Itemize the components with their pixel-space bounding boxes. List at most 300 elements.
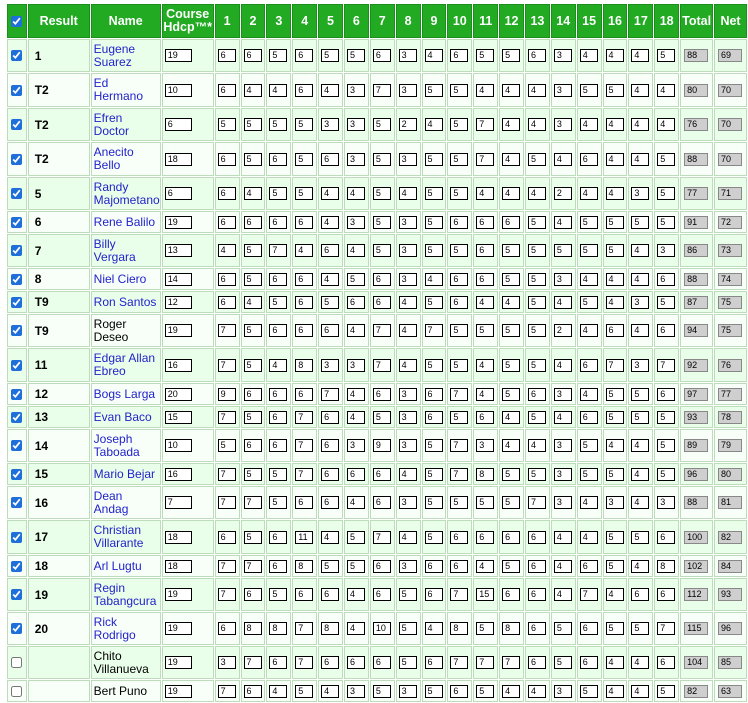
hole-score-input[interactable]: 5 [373, 244, 391, 257]
row-select-checkbox[interactable] [11, 440, 22, 451]
course-hdcp-input[interactable]: 14 [165, 273, 192, 286]
hole-score-input[interactable]: 6 [218, 296, 236, 309]
course-hdcp-input[interactable]: 19 [165, 49, 192, 62]
player-name-link[interactable] [94, 559, 142, 573]
hole-score-input[interactable]: 2 [399, 118, 417, 131]
hole-score-input[interactable]: 8 [244, 622, 262, 635]
course-hdcp-input[interactable]: 6 [165, 118, 192, 131]
hole-score-input[interactable]: 5 [295, 685, 313, 698]
hole-score-input[interactable]: 6 [528, 531, 546, 544]
hole-score-input[interactable]: 4 [554, 411, 572, 424]
hole-score-input[interactable]: 5 [606, 244, 624, 257]
hole-score-input[interactable]: 5 [269, 496, 287, 509]
hole-score-input[interactable]: 6 [269, 560, 287, 573]
hole-score-input[interactable]: 6 [528, 622, 546, 635]
hole-score-input[interactable]: 5 [631, 388, 649, 401]
hole-score-input[interactable]: 6 [373, 560, 391, 573]
hole-score-input[interactable]: 5 [450, 84, 468, 97]
hole-score-input[interactable]: 5 [218, 439, 236, 452]
hole-score-input[interactable]: 5 [528, 216, 546, 229]
hole-score-input[interactable]: 6 [295, 216, 313, 229]
hole-score-input[interactable]: 4 [657, 84, 675, 97]
hole-score-input[interactable]: 5 [425, 187, 443, 200]
hole-score-input[interactable]: 5 [554, 622, 572, 635]
course-hdcp-input[interactable]: 15 [165, 411, 192, 424]
hole-score-input[interactable]: 5 [606, 560, 624, 573]
course-hdcp-input[interactable]: 19 [165, 656, 192, 669]
hole-score-input[interactable]: 4 [580, 388, 598, 401]
hole-score-input[interactable]: 6 [295, 324, 313, 337]
hole-score-input[interactable]: 3 [399, 273, 417, 286]
player-name-link[interactable] [94, 145, 134, 172]
hole-score-input[interactable]: 4 [425, 622, 443, 635]
hole-score-input[interactable]: 4 [425, 49, 443, 62]
player-name-link[interactable] [94, 295, 157, 309]
hole-score-input[interactable]: 5 [244, 244, 262, 257]
hole-score-input[interactable]: 7 [218, 411, 236, 424]
hole-score-input[interactable]: 3 [554, 388, 572, 401]
hole-score-input[interactable]: 6 [269, 153, 287, 166]
hole-score-input[interactable]: 6 [244, 588, 262, 601]
row-select-checkbox[interactable] [11, 274, 22, 285]
player-name-link[interactable] [94, 489, 129, 516]
hole-score-input[interactable]: 4 [580, 49, 598, 62]
hole-score-input[interactable]: 5 [476, 49, 494, 62]
player-name-link[interactable] [94, 111, 129, 138]
hole-score-input[interactable]: 6 [580, 656, 598, 669]
player-name-link[interactable] [94, 410, 152, 424]
hole-score-input[interactable]: 5 [606, 216, 624, 229]
hole-score-input[interactable]: 4 [399, 324, 417, 337]
hole-score-input[interactable]: 6 [218, 273, 236, 286]
hole-score-input[interactable]: 7 [218, 685, 236, 698]
player-name-link[interactable] [94, 523, 144, 550]
hole-score-input[interactable]: 5 [631, 531, 649, 544]
hole-score-input[interactable]: 5 [606, 622, 624, 635]
hole-score-input[interactable]: 5 [425, 685, 443, 698]
hole-score-input[interactable]: 4 [554, 531, 572, 544]
row-select-checkbox[interactable] [11, 360, 22, 371]
hole-score-input[interactable]: 5 [502, 324, 520, 337]
row-select-checkbox[interactable] [11, 497, 22, 508]
hole-score-input[interactable]: 5 [580, 244, 598, 257]
course-hdcp-input[interactable]: 18 [165, 560, 192, 573]
hole-score-input[interactable]: 6 [295, 296, 313, 309]
hole-score-input[interactable]: 8 [321, 622, 339, 635]
hole-score-input[interactable]: 7 [295, 411, 313, 424]
hole-score-input[interactable]: 6 [295, 84, 313, 97]
hole-score-input[interactable]: 4 [606, 153, 624, 166]
hole-score-input[interactable]: 6 [321, 588, 339, 601]
hole-score-input[interactable]: 3 [554, 439, 572, 452]
hole-score-input[interactable]: 4 [269, 359, 287, 372]
hole-score-input[interactable]: 9 [218, 388, 236, 401]
hole-score-input[interactable]: 4 [631, 153, 649, 166]
hole-score-input[interactable]: 5 [502, 49, 520, 62]
hole-score-input[interactable]: 4 [321, 685, 339, 698]
hole-score-input[interactable]: 4 [606, 685, 624, 698]
hole-score-input[interactable]: 5 [450, 324, 468, 337]
hole-score-input[interactable]: 4 [502, 84, 520, 97]
hole-score-input[interactable]: 8 [269, 622, 287, 635]
course-hdcp-input[interactable]: 7 [165, 496, 192, 509]
hole-score-input[interactable]: 4 [321, 216, 339, 229]
course-hdcp-input[interactable]: 12 [165, 296, 192, 309]
row-select-checkbox[interactable] [11, 412, 22, 423]
hole-score-input[interactable]: 5 [450, 359, 468, 372]
row-select-checkbox[interactable] [11, 657, 22, 668]
hole-score-input[interactable]: 4 [528, 187, 546, 200]
hole-score-input[interactable]: 7 [244, 656, 262, 669]
hole-score-input[interactable]: 4 [321, 531, 339, 544]
hole-score-input[interactable]: 6 [244, 685, 262, 698]
player-name-link[interactable] [94, 581, 157, 608]
hole-score-input[interactable]: 6 [218, 49, 236, 62]
hole-score-input[interactable]: 5 [580, 439, 598, 452]
hole-score-input[interactable]: 5 [450, 496, 468, 509]
hole-score-input[interactable]: 4 [425, 118, 443, 131]
hole-score-input[interactable]: 6 [295, 496, 313, 509]
row-select-checkbox[interactable] [11, 389, 22, 400]
hole-score-input[interactable]: 6 [295, 588, 313, 601]
hole-score-input[interactable]: 7 [218, 359, 236, 372]
course-hdcp-input[interactable]: 18 [165, 153, 192, 166]
hole-score-input[interactable]: 6 [373, 496, 391, 509]
hole-score-input[interactable]: 8 [657, 560, 675, 573]
hole-score-input[interactable]: 7 [657, 359, 675, 372]
course-hdcp-input[interactable]: 6 [165, 187, 192, 200]
hole-score-input[interactable]: 7 [218, 468, 236, 481]
hole-score-input[interactable]: 4 [631, 118, 649, 131]
hole-score-input[interactable]: 6 [244, 216, 262, 229]
hole-score-input[interactable]: 6 [269, 324, 287, 337]
hole-score-input[interactable]: 5 [321, 560, 339, 573]
hole-score-input[interactable]: 6 [476, 531, 494, 544]
course-hdcp-input[interactable]: 19 [165, 685, 192, 698]
hole-score-input[interactable]: 5 [244, 411, 262, 424]
hole-score-input[interactable]: 4 [399, 531, 417, 544]
player-name-link[interactable] [94, 432, 140, 459]
hole-score-input[interactable]: 4 [476, 560, 494, 573]
hole-score-input[interactable]: 5 [657, 216, 675, 229]
hole-score-input[interactable]: 5 [554, 244, 572, 257]
hole-score-input[interactable]: 5 [606, 388, 624, 401]
hole-score-input[interactable]: 3 [554, 118, 572, 131]
hole-score-input[interactable]: 5 [244, 273, 262, 286]
hole-score-input[interactable]: 4 [631, 656, 649, 669]
hole-score-input[interactable]: 4 [554, 588, 572, 601]
hole-score-input[interactable]: 5 [399, 588, 417, 601]
hole-score-input[interactable]: 3 [399, 685, 417, 698]
hole-score-input[interactable]: 7 [450, 468, 468, 481]
hole-score-input[interactable]: 4 [502, 296, 520, 309]
hole-score-input[interactable]: 6 [373, 388, 391, 401]
hole-score-input[interactable]: 6 [657, 324, 675, 337]
row-select-checkbox[interactable] [11, 154, 22, 165]
hole-score-input[interactable]: 5 [528, 153, 546, 166]
hole-score-input[interactable]: 5 [657, 153, 675, 166]
hole-score-input[interactable]: 5 [347, 273, 365, 286]
hole-score-input[interactable]: 5 [425, 531, 443, 544]
hole-score-input[interactable]: 3 [554, 84, 572, 97]
hole-score-input[interactable]: 4 [631, 560, 649, 573]
hole-score-input[interactable]: 4 [554, 560, 572, 573]
hole-score-input[interactable]: 6 [321, 439, 339, 452]
hole-score-input[interactable]: 4 [554, 216, 572, 229]
hole-score-input[interactable]: 3 [347, 84, 365, 97]
hole-score-input[interactable]: 5 [373, 216, 391, 229]
hole-score-input[interactable]: 3 [347, 439, 365, 452]
hole-score-input[interactable]: 5 [476, 622, 494, 635]
hole-score-input[interactable]: 4 [528, 439, 546, 452]
hole-score-input[interactable]: 4 [606, 656, 624, 669]
hole-score-input[interactable]: 6 [502, 216, 520, 229]
hole-score-input[interactable]: 7 [606, 359, 624, 372]
hole-score-input[interactable]: 7 [657, 622, 675, 635]
hole-score-input[interactable]: 3 [347, 359, 365, 372]
hole-score-input[interactable]: 4 [631, 84, 649, 97]
hole-score-input[interactable]: 6 [321, 411, 339, 424]
hole-score-input[interactable]: 4 [476, 84, 494, 97]
hole-score-input[interactable]: 6 [580, 560, 598, 573]
hole-score-input[interactable]: 4 [580, 187, 598, 200]
hole-score-input[interactable]: 5 [373, 118, 391, 131]
player-name-link[interactable] [94, 272, 147, 286]
hole-score-input[interactable]: 5 [528, 244, 546, 257]
hole-score-input[interactable]: 4 [502, 153, 520, 166]
hole-score-input[interactable]: 6 [295, 273, 313, 286]
hole-score-input[interactable]: 7 [295, 622, 313, 635]
hole-score-input[interactable]: 4 [631, 496, 649, 509]
hole-score-input[interactable]: 7 [218, 588, 236, 601]
hole-score-input[interactable]: 5 [450, 153, 468, 166]
hole-score-input[interactable]: 5 [502, 359, 520, 372]
hole-score-input[interactable]: 4 [244, 84, 262, 97]
hole-score-input[interactable]: 4 [347, 622, 365, 635]
hole-score-input[interactable]: 7 [373, 359, 391, 372]
hole-score-input[interactable]: 5 [373, 153, 391, 166]
hole-score-input[interactable]: 6 [373, 468, 391, 481]
hole-score-input[interactable]: 6 [269, 656, 287, 669]
hole-score-input[interactable]: 7 [218, 496, 236, 509]
player-name-link[interactable] [94, 387, 155, 401]
hole-score-input[interactable]: 5 [657, 49, 675, 62]
hole-score-input[interactable]: 3 [399, 411, 417, 424]
course-hdcp-input[interactable]: 19 [165, 622, 192, 635]
hole-score-input[interactable]: 5 [580, 296, 598, 309]
hole-score-input[interactable]: 5 [554, 656, 572, 669]
hole-score-input[interactable]: 5 [269, 588, 287, 601]
hole-score-input[interactable]: 5 [502, 388, 520, 401]
hole-score-input[interactable]: 3 [631, 359, 649, 372]
hole-score-input[interactable]: 5 [425, 468, 443, 481]
hole-score-input[interactable]: 4 [476, 187, 494, 200]
hole-score-input[interactable]: 6 [476, 411, 494, 424]
hole-score-input[interactable]: 7 [450, 656, 468, 669]
hole-score-input[interactable]: 5 [244, 118, 262, 131]
hole-score-input[interactable]: 7 [218, 324, 236, 337]
hole-score-input[interactable]: 5 [631, 622, 649, 635]
hole-score-input[interactable]: 4 [580, 273, 598, 286]
hole-score-input[interactable]: 6 [476, 216, 494, 229]
hole-score-input[interactable]: 7 [269, 244, 287, 257]
hole-score-input[interactable]: 5 [657, 439, 675, 452]
hole-score-input[interactable]: 4 [321, 84, 339, 97]
hole-score-input[interactable]: 5 [502, 560, 520, 573]
hole-score-input[interactable]: 7 [244, 560, 262, 573]
hole-score-input[interactable]: 4 [502, 439, 520, 452]
hole-score-input[interactable]: 6 [657, 588, 675, 601]
hole-score-input[interactable]: 3 [399, 439, 417, 452]
hole-score-input[interactable]: 5 [631, 216, 649, 229]
hole-score-input[interactable]: 3 [554, 496, 572, 509]
hole-score-input[interactable]: 5 [450, 411, 468, 424]
hole-score-input[interactable]: 5 [425, 496, 443, 509]
course-hdcp-input[interactable]: 18 [165, 531, 192, 544]
hole-score-input[interactable]: 5 [373, 411, 391, 424]
hole-score-input[interactable]: 7 [373, 324, 391, 337]
hole-score-input[interactable]: 6 [528, 388, 546, 401]
hole-score-input[interactable]: 6 [347, 296, 365, 309]
hole-score-input[interactable]: 3 [399, 49, 417, 62]
hole-score-input[interactable]: 6 [425, 656, 443, 669]
hole-score-input[interactable]: 5 [347, 560, 365, 573]
select-all-checkbox[interactable] [11, 16, 22, 27]
hole-score-input[interactable]: 4 [580, 324, 598, 337]
hole-score-input[interactable]: 5 [580, 216, 598, 229]
hole-score-input[interactable]: 5 [657, 468, 675, 481]
hole-score-input[interactable]: 4 [606, 49, 624, 62]
hole-score-input[interactable]: 5 [657, 411, 675, 424]
hole-score-input[interactable]: 11 [295, 531, 313, 544]
hole-score-input[interactable]: 3 [347, 685, 365, 698]
hole-score-input[interactable]: 5 [606, 531, 624, 544]
hole-score-input[interactable]: 5 [528, 411, 546, 424]
row-select-checkbox[interactable] [11, 297, 22, 308]
hole-score-input[interactable]: 3 [218, 656, 236, 669]
hole-score-input[interactable]: 6 [425, 560, 443, 573]
hole-score-input[interactable]: 4 [347, 411, 365, 424]
hole-score-input[interactable]: 6 [218, 216, 236, 229]
row-select-checkbox[interactable] [11, 686, 22, 697]
hole-score-input[interactable]: 5 [450, 187, 468, 200]
hole-score-input[interactable]: 5 [347, 49, 365, 62]
hole-score-input[interactable]: 4 [244, 296, 262, 309]
hole-score-input[interactable]: 7 [528, 496, 546, 509]
hole-score-input[interactable]: 4 [657, 118, 675, 131]
hole-score-input[interactable]: 5 [321, 296, 339, 309]
hole-score-input[interactable]: 6 [218, 84, 236, 97]
hole-score-input[interactable]: 5 [657, 187, 675, 200]
hole-score-input[interactable]: 4 [631, 439, 649, 452]
row-select-checkbox[interactable] [11, 623, 22, 634]
hole-score-input[interactable]: 7 [295, 439, 313, 452]
hole-score-input[interactable]: 4 [347, 324, 365, 337]
hole-score-input[interactable]: 5 [528, 468, 546, 481]
row-select-checkbox[interactable] [11, 50, 22, 61]
hole-score-input[interactable]: 6 [269, 216, 287, 229]
hole-score-input[interactable]: 6 [373, 273, 391, 286]
hole-score-input[interactable]: 3 [606, 496, 624, 509]
course-hdcp-input[interactable]: 16 [165, 468, 192, 481]
hole-score-input[interactable]: 4 [347, 588, 365, 601]
hole-score-input[interactable]: 6 [476, 244, 494, 257]
hole-score-input[interactable]: 3 [347, 216, 365, 229]
hole-score-input[interactable]: 4 [631, 244, 649, 257]
hole-score-input[interactable]: 6 [528, 656, 546, 669]
hole-score-input[interactable]: 3 [399, 216, 417, 229]
hole-score-input[interactable]: 5 [528, 273, 546, 286]
hole-score-input[interactable]: 5 [244, 468, 262, 481]
hole-score-input[interactable]: 6 [373, 588, 391, 601]
hole-score-input[interactable]: 5 [425, 296, 443, 309]
hole-score-input[interactable]: 3 [631, 296, 649, 309]
hole-score-input[interactable]: 4 [321, 187, 339, 200]
row-select-checkbox[interactable] [11, 217, 22, 228]
hole-score-input[interactable]: 5 [450, 118, 468, 131]
hole-score-input[interactable]: 4 [476, 388, 494, 401]
course-hdcp-input[interactable]: 13 [165, 244, 192, 257]
hole-score-input[interactable]: 6 [425, 411, 443, 424]
hole-score-input[interactable]: 6 [321, 468, 339, 481]
hole-score-input[interactable]: 7 [450, 439, 468, 452]
hole-score-input[interactable]: 5 [502, 244, 520, 257]
hole-score-input[interactable]: 4 [399, 359, 417, 372]
hole-score-input[interactable]: 6 [450, 685, 468, 698]
hole-score-input[interactable]: 3 [631, 187, 649, 200]
hole-score-input[interactable]: 5 [373, 685, 391, 698]
hole-score-input[interactable]: 7 [295, 656, 313, 669]
hole-score-input[interactable]: 5 [347, 531, 365, 544]
hole-score-input[interactable]: 6 [528, 588, 546, 601]
hole-score-input[interactable]: 5 [269, 49, 287, 62]
hole-score-input[interactable]: 4 [502, 685, 520, 698]
hole-score-input[interactable]: 6 [657, 656, 675, 669]
hole-score-input[interactable]: 5 [425, 84, 443, 97]
course-hdcp-input[interactable]: 19 [165, 588, 192, 601]
hole-score-input[interactable]: 3 [399, 560, 417, 573]
hole-score-input[interactable]: 4 [476, 359, 494, 372]
hole-score-input[interactable]: 6 [657, 273, 675, 286]
hole-score-input[interactable]: 6 [373, 296, 391, 309]
hole-score-input[interactable]: 6 [450, 216, 468, 229]
hole-score-input[interactable]: 3 [399, 496, 417, 509]
hole-score-input[interactable]: 6 [244, 439, 262, 452]
hole-score-input[interactable]: 6 [244, 388, 262, 401]
hole-score-input[interactable]: 6 [476, 273, 494, 286]
hole-score-input[interactable]: 5 [450, 244, 468, 257]
hole-score-input[interactable]: 4 [580, 496, 598, 509]
hole-score-input[interactable]: 5 [399, 622, 417, 635]
hole-score-input[interactable]: 6 [269, 531, 287, 544]
hole-score-input[interactable]: 6 [321, 324, 339, 337]
hole-score-input[interactable]: 5 [502, 496, 520, 509]
hole-score-input[interactable]: 6 [450, 49, 468, 62]
hole-score-input[interactable]: 4 [347, 187, 365, 200]
hole-score-input[interactable]: 6 [580, 359, 598, 372]
hole-score-input[interactable]: 4 [502, 118, 520, 131]
hole-score-input[interactable]: 5 [425, 244, 443, 257]
hole-score-input[interactable]: 7 [373, 531, 391, 544]
hole-score-input[interactable]: 6 [580, 411, 598, 424]
player-name-link[interactable] [94, 615, 136, 642]
hole-score-input[interactable]: 5 [502, 468, 520, 481]
hole-score-input[interactable]: 6 [218, 187, 236, 200]
hole-score-input[interactable]: 8 [295, 560, 313, 573]
hole-score-input[interactable]: 6 [295, 49, 313, 62]
player-name-link[interactable] [94, 215, 155, 229]
player-name-link[interactable] [94, 467, 155, 481]
